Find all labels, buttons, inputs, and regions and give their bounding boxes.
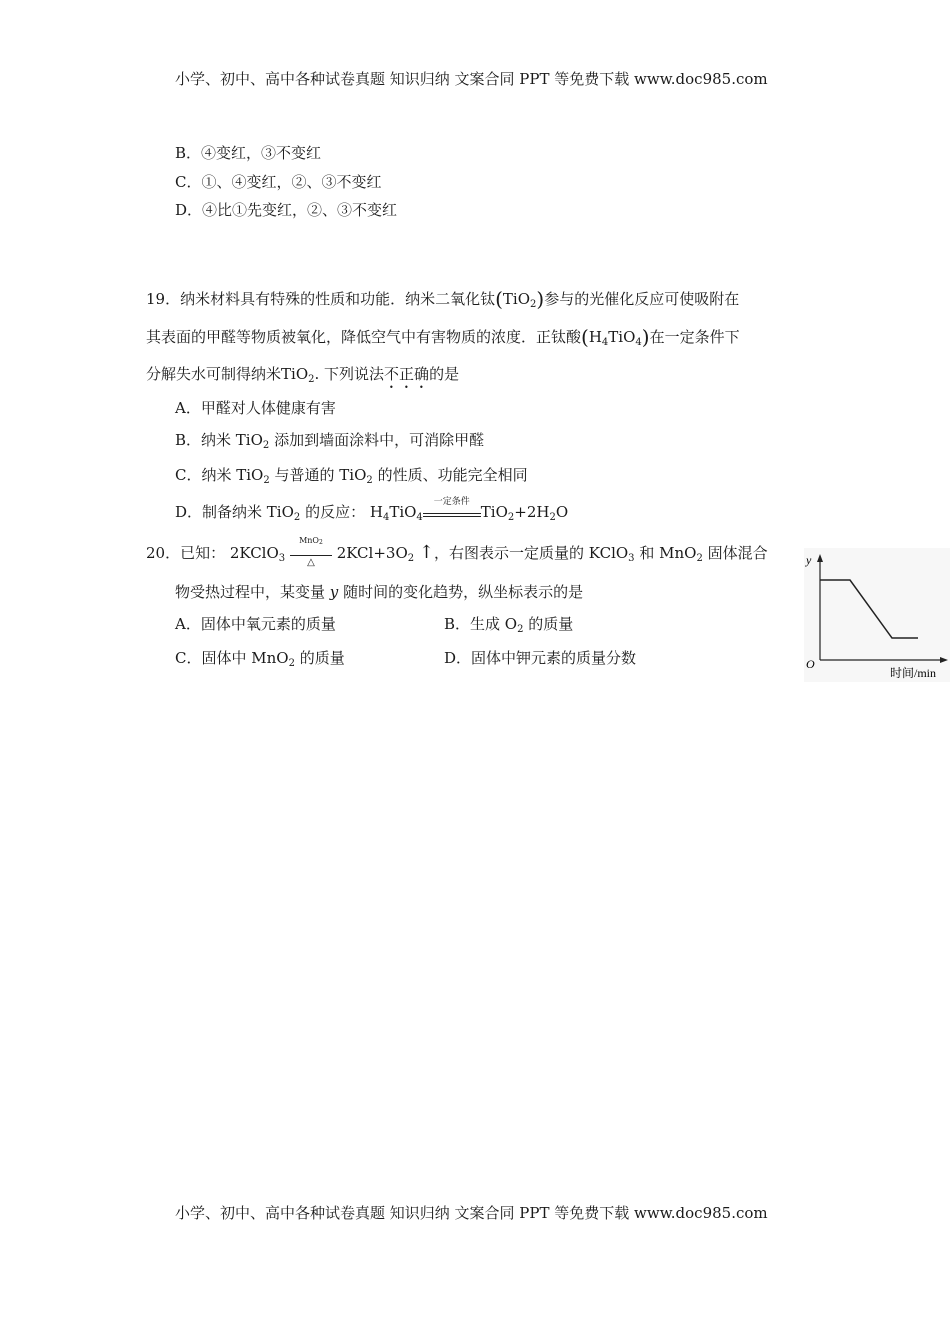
y-axis-label: y	[806, 553, 812, 567]
q19-option-c: C．纳米 TiO$_2$ 与普通的 TiO$_2$ 的性质、功能完全相同	[175, 466, 528, 486]
q19-option-b: B．纳米 TiO$_2$ 添加到墙面涂料中，可消除甲醛	[175, 431, 485, 451]
trend-graph	[804, 548, 950, 682]
q20-stem-line1: 20．已知： 2KClO$_3$ MnO$_2$ △ $2KCl+3O_2$ ↑，右图表示一定质量的 KClO$_3$ 和 MnO$_2$ 固体混合	[146, 536, 768, 568]
reaction-arrow: MnO$_2$ △	[290, 544, 332, 564]
q18-option-b: B．④变红，③不变红	[175, 144, 322, 162]
q20-stem-line2: 物受热过程中，某变量 y 随时间的变化趋势，纵坐标表示的是	[175, 583, 584, 601]
page-header: 小学、初中、高中各种试卷真题 知识归纳 文案合同 PPT 等免费下载 www.doc985.com	[175, 70, 768, 88]
q18-option-c: C．①、④变红，②、③不变红	[175, 173, 382, 191]
graph-background	[804, 548, 950, 682]
q19-option-a: A．甲醛对人体健康有害	[175, 399, 336, 417]
emphasis-text: 不正确	[384, 365, 430, 383]
q18-option-d: D．④比①先变红，②、③不变红	[175, 201, 398, 219]
page-footer: 小学、初中、高中各种试卷真题 知识归纳 文案合同 PPT 等免费下载 www.doc985.com	[175, 1204, 768, 1222]
x-axis-label: 时间/min	[890, 666, 937, 680]
q19-stem-line2: 其表面的甲醛等物质被氧化，降低空气中有害物质的浓度．正钛酸$(H_4TiO_4)$在一定条件下	[146, 325, 740, 349]
q20-option-b: B．生成 $O_2$ 的质量	[444, 615, 574, 635]
q19-stem-line3: 分解失水可制得纳米TiO$_2$. 下列说法不正确的是	[146, 365, 460, 385]
q19-stem-line1: 19．纳米材料具有特殊的性质和功能．纳米二氧化钛(TiO$_2$)参与的光催化反应可使吸附在	[146, 287, 740, 311]
origin-label: O	[806, 657, 815, 671]
q20-option-d: D．固体中钾元素的质量分数	[444, 649, 637, 667]
reaction-arrow: 一定条件	[423, 503, 481, 523]
q20-option-a: A．固体中氧元素的质量	[175, 615, 336, 633]
q19-option-d: D．制备纳米 TiO$_2$ 的反应： $H_4TiO_4$ 一定条件 $TiO_2+2H_2O$	[175, 497, 569, 523]
q20-option-c: C．固体中 MnO$_2$ 的质量	[175, 649, 345, 669]
